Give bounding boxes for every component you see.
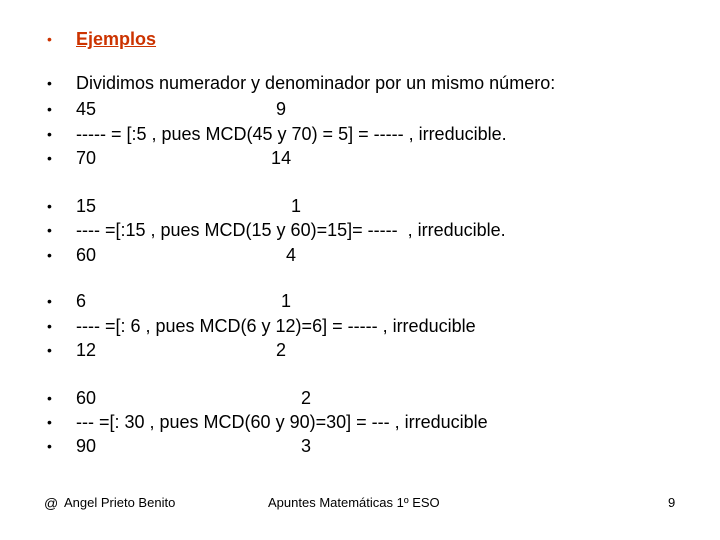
bullet-icon: •	[47, 414, 52, 430]
fraction-numerator: 60 2	[76, 388, 312, 408]
bullet-icon: •	[47, 222, 52, 238]
content-line	[47, 434, 312, 458]
fraction-denominator: 90 3	[76, 436, 312, 456]
content-line	[47, 314, 476, 338]
bullet-icon: •	[47, 438, 52, 454]
content-line	[47, 243, 297, 267]
content-line	[47, 122, 507, 146]
bullet-icon: •	[47, 126, 52, 142]
bullet-icon: •	[47, 101, 52, 117]
fraction-bar-line: ---- =[:15 , pues MCD(15 y 60)=15]= ----- , irreducible.	[76, 220, 506, 240]
fraction-bar-line: ---- =[: 6 , pues MCD(6 y 12)=6] = ----- , irreducible	[76, 316, 476, 336]
line-text: Dividimos numerador y denominador por un mismo número:	[76, 73, 556, 93]
at-symbol: @	[44, 495, 59, 511]
fraction-numerator: 6 1	[76, 291, 292, 311]
footer-author: Angel Prieto Benito	[64, 495, 176, 510]
content-line	[47, 146, 292, 170]
fraction-denominator: 60 4	[76, 245, 297, 265]
bullet-icon: •	[47, 198, 52, 214]
footer-course: Apuntes Matemáticas 1º ESO	[268, 495, 440, 510]
content-line	[47, 338, 287, 362]
fraction-numerator: 15 1	[76, 196, 302, 216]
fraction-denominator: 12 2	[76, 340, 287, 360]
bullet-icon: •	[47, 150, 52, 166]
bullet-icon: •	[47, 247, 52, 263]
content-line	[47, 386, 312, 410]
fraction-bar-line: --- =[: 30 , pues MCD(60 y 90)=30] = --- , irreducible	[76, 412, 488, 432]
content-line	[47, 218, 506, 242]
bullet-icon: •	[47, 31, 52, 47]
content-line	[47, 194, 302, 218]
content-line	[47, 410, 488, 434]
content-line	[47, 97, 287, 121]
content-line	[47, 71, 556, 95]
fraction-denominator: 70 14	[76, 148, 292, 168]
bullet-icon: •	[47, 318, 52, 334]
bullet-icon: •	[47, 390, 52, 406]
content-line	[47, 289, 292, 313]
page-number: 9	[668, 495, 676, 510]
bullet-icon: •	[47, 75, 52, 91]
fraction-numerator: 45 9	[76, 99, 287, 119]
fraction-bar-line: ----- = [:5 , pues MCD(45 y 70) = 5] = ----- , irreducible.	[76, 124, 507, 144]
bullet-icon: •	[47, 293, 52, 309]
slide-title: Ejemplos	[76, 29, 157, 49]
bullet-icon: •	[47, 342, 52, 358]
title-row	[47, 27, 157, 51]
